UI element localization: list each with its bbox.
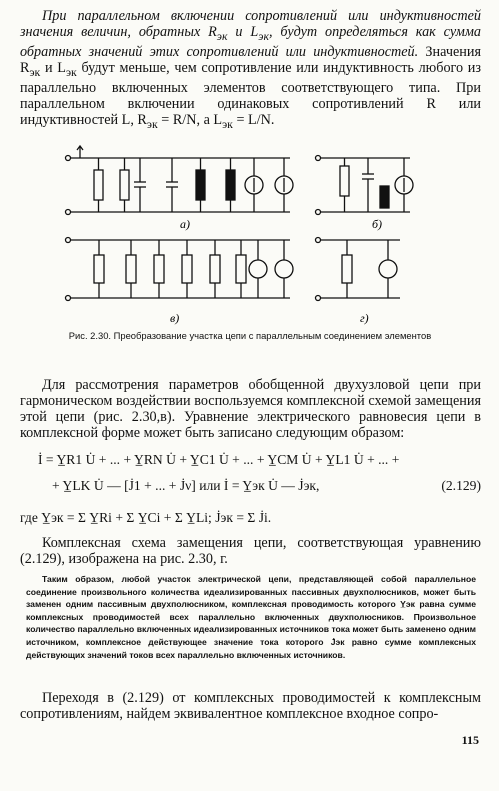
intro-rest-3: будут меньше, чем сопротивление или индуктивность любого из параллельно включенных элементов соответствующего типа. При параллельном включении одинаковых сопротивлений R или индуктивностей L, R [20,59,482,128]
sub-ek-1: эк [216,28,228,43]
intro-rest-5: = L/N. [236,111,275,128]
sub-ek-2: эк [258,28,270,43]
circuit-figure [0,140,499,340]
label-v: в) [170,311,180,325]
equation-where: где Y̲эк = Σ Y̲Ri + Σ Y̲Ci + Σ Y̲Li; J̇эк = Σ J̇i. [20,510,272,525]
paragraph-4 [20,690,481,722]
sub-ek-3: эк [29,64,41,79]
intro-italic-3: , будут определяться как сумма обратных значений этих сопротивлений или индуктивностей. [20,24,482,60]
page-number: 115 [461,733,479,747]
paragraph-2 [20,377,481,441]
paragraph-2-text: Для рассмотрения параметров обобщенной двухузловой цепи при гармоническом воздействии воспользуемся комплексной схемой замещения этой цепи (рис. 2.30,в). Уравнение электрического равновесия цепи в комплексной форме может быть записано следующим образом: [20,377,481,441]
sub-ek-4: эк [65,64,77,79]
paragraph-4-text: Переходя в (2.129) от комплексных проводимостей к комплексным сопротивлениям, найдем эквивалентное комплексное входное сопро- [20,690,481,722]
paragraph-3-text: Комплексная схема замещения цепи, соответствующая уравнению (2.129), изображена на рис. 2.30, г. [20,535,481,567]
intro-rest-1: Значения R [20,43,481,76]
figure-caption: Рис. 2.30. Преобразование участка цепи с параллельным соединением элементов [68,330,432,341]
bold-paragraph-text: Таким образом, любой участок электрической цепи, представляющей собой параллельное соединение произвольного количества идеализированных пассивных двухполюсников, может быть заменен одним пассивным двухполюсником, комплексная проводимость которого Y̲эк равна сумме комплексных проводимостей всех параллельно включенных двухполюсников. Произвольное количество параллельно включенных идеализированных источников тока может быть заменено одним источником, комплексное действующее значение тока которого J̇эк равно сумме комплексных действующих значений токов всех параллельно включенных источников. [26,574,476,660]
bold-paragraph [26,573,476,661]
intro-paragraph [20,8,481,131]
intro-rest-2: и L [44,59,66,76]
paragraph-3 [20,535,481,567]
intro-italic-2: и L [235,24,259,40]
circuit-a-branches [94,158,293,212]
label-g: г) [360,311,369,325]
intro-rest-4: = R/N, а L [161,111,223,128]
label-a: а) [180,217,190,231]
sub-ek-6: эк [222,116,233,131]
intro-italic-1: При параллельном включении сопротивлений или индуктивностей значения величин, обратных R [20,8,481,40]
equation-number: (2.129) [441,478,481,493]
label-b: б) [372,217,383,231]
equation-line-2: + Y̲LK U̇ — [J̇1 + ... + J̇ν] или İ = Y̲эк U̇ — J̇эк, [52,478,320,493]
equation-line-1: İ = Y̲R1 U̇ + ... + Y̲RN U̇ + Y̲C1 U̇ + ... + Y̲CM U̇ + Y̲L1 U̇ + ... + [38,452,400,467]
sub-ek-5: эк [146,116,158,131]
